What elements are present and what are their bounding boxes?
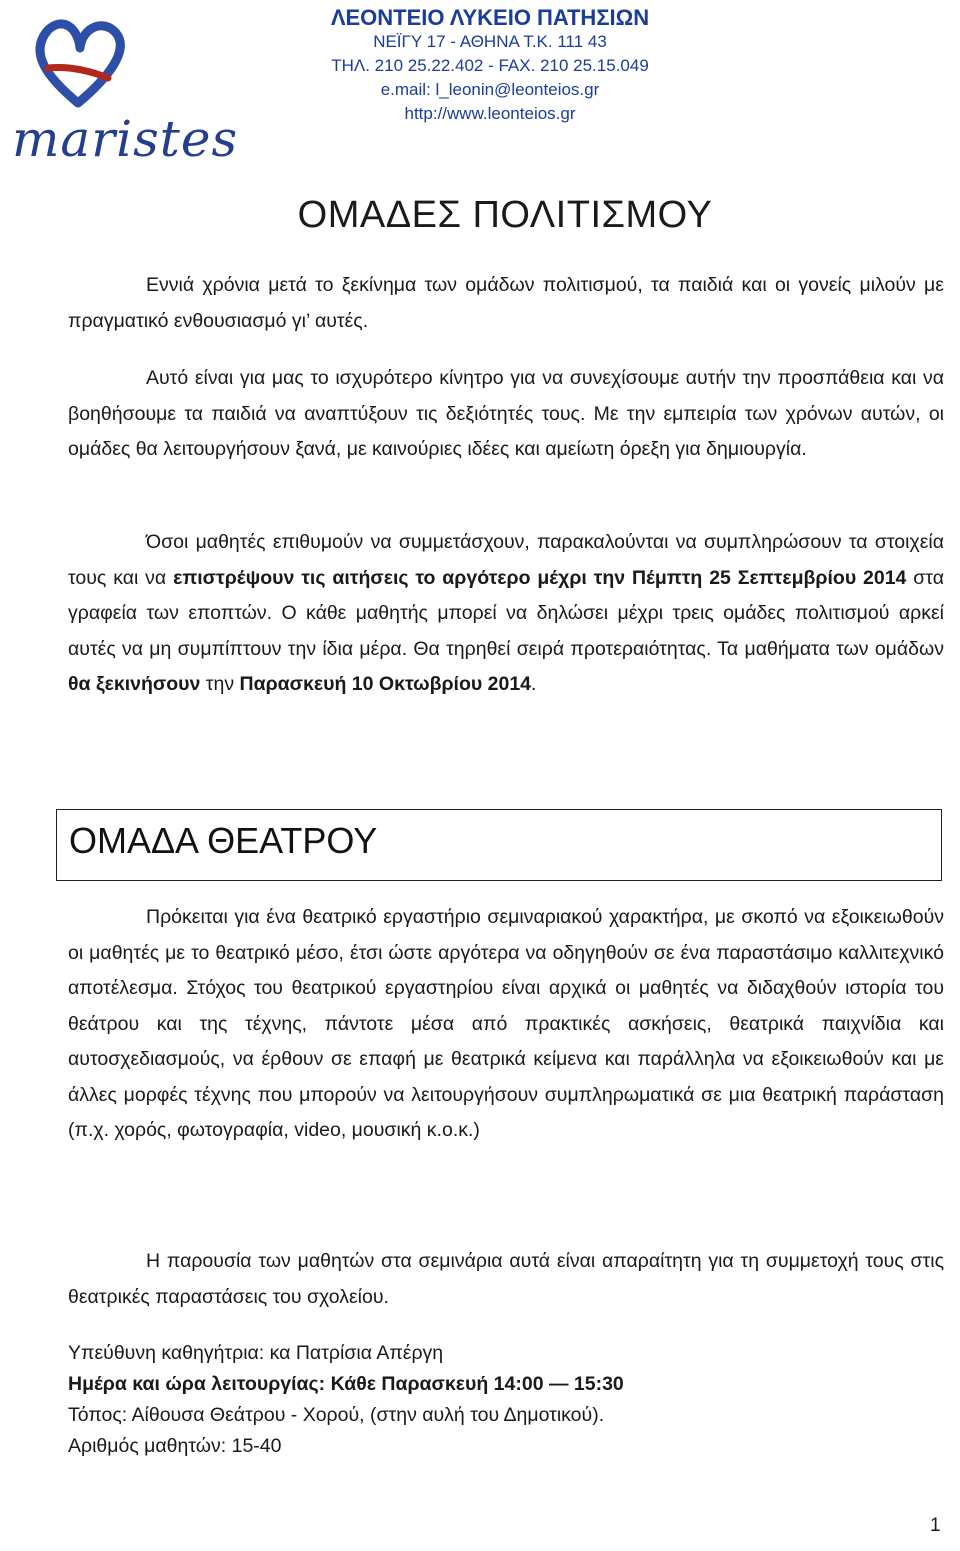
letterhead xyxy=(150,6,830,126)
logo-wordmark: maristes xyxy=(12,110,239,168)
start-date-text: Παρασκευή 10 Οκτωβρίου 2014 xyxy=(239,673,532,695)
school-address: ΝΕΪΓΥ 17 - ΑΘΗΝΑ Τ.Κ. 111 43 xyxy=(373,32,607,51)
intro-paragraph-1: Εννιά χρόνια μετά το ξεκίνημα των ομάδων πολιτισμού, τα παιδιά και οι γονείς μιλούν με πραγματικό ενθουσιασμό γι’ αυτές. xyxy=(68,274,944,332)
page-number: 1 xyxy=(930,1515,941,1536)
school-name: ΛΕΟΝΤΕΙΟ ΛΥΚΕΙΟ ΠΑΤΗΣΙΩΝ xyxy=(330,5,650,30)
intro-paragraph-3: Όσοι μαθητές επιθυμούν να συμμετάσχουν, παρακαλούνται να συμπληρώσουν τα στοιχεία τους και να επιστρέψουν τις αιτήσεις το αργότερο μέχρι την Πέμπτη 25 Σεπτεμβρίου 2014 στα γραφεία των εποπτών. Ο κάθε μαθητής μπορεί να δηλώσει μέχρι τρεις ομάδες πολιτισμού αρκεί αυτές να μη συμπίπτουν την ίδια μέρα. Θα τηρηθεί σειρά προτεραιότητας. Τα μαθήματα των ομάδων θα ξεκινήσουν την Παρασκευή 10 Οκτωβρίου 2014. xyxy=(68,531,945,695)
page-title: ΟΜΑΔΕΣ ΠΟΛΙΤΙΣΜΟΥ xyxy=(297,194,713,236)
students-line: Αριθμός μαθητών: 15-40 xyxy=(68,1435,282,1457)
schedule-line: Ημέρα και ώρα λειτουργίας: Κάθε Παρασκευή 14:00 — 15:30 xyxy=(68,1373,624,1395)
deadline-text: επιστρέψουν τις αιτήσεις το αργότερο μέχρι την Πέμπτη 25 Σεπτεμβρίου 2014 xyxy=(173,566,907,589)
school-phone-fax: ΤΗΛ. 210 25.22.402 - FAX. 210 25.15.049 xyxy=(331,56,649,75)
teacher-line: Υπεύθυνη καθηγήτρια: κα Πατρίσια Απέργη xyxy=(68,1342,444,1364)
section-header-box xyxy=(56,809,942,881)
location-line: Τόπος: Αίθουσα Θεάτρου - Χορού, (στην αυλή του Δημοτικού). xyxy=(68,1404,605,1426)
section-paragraph-1: Πρόκειται για ένα θεατρικό εργαστήριο σεμιναριακού χαρακτήρα, με σκοπό να εξοικειωθούν οι μαθητές με το θεατρικό μέσο, έτσι ώστε αργότερα να οδηγηθούν σε ένα παραστάσιμο καλλιτεχνικό αποτέλεσμα. Στόχος του θεατρικού εργαστηρίου είναι αρχικά οι μαθητές να διδαχθούν ιστορία του θεάτρου και της τέχνης, πάντοτε μέσα από πρακτικές ασκήσεις, θεατρικά παιχνίδια και αυτοσχεδιασμούς, να έρθουν σε επαφή με θεατρικά κείμενα και παράλληλα να εξοικειωθούν και με άλλες μορφές τέχνης που μπορούν να λειτουργήσουν συμπληρωματικά σε μια θεατρική παράσταση (π.χ. χορός, φωτογραφία, video, μουσική κ.ο.κ.) xyxy=(68,906,944,1141)
school-email: e.mail: l_leonin@leonteios.gr xyxy=(380,80,600,99)
intro-paragraph-2: Αυτό είναι για μας το ισχυρότερο κίνητρο για να συνεχίσουμε αυτήν την προσπάθεια και να βοηθήσουμε τα παιδιά να αναπτύξουν τις δεξιότητές τους. Με την εμπειρία των χρόνων αυτών, οι ομάδες θα λειτουργήσουν ξανά, με καινούριες ιδέες και αμείωτη όρεξη για δημιουργία. xyxy=(68,367,944,460)
section-paragraph-2: Η παρουσία των μαθητών στα σεμινάρια αυτά είναι απαραίτητη για τη συμμετοχή τους στις θεατρικές παραστάσεις του σχολείου. xyxy=(68,1250,944,1308)
section-title: ΟΜΑΔΑ ΘΕΑΤΡΟΥ xyxy=(69,820,378,861)
section-info xyxy=(68,1338,624,1462)
school-website: http://www.leonteios.gr xyxy=(404,104,576,123)
